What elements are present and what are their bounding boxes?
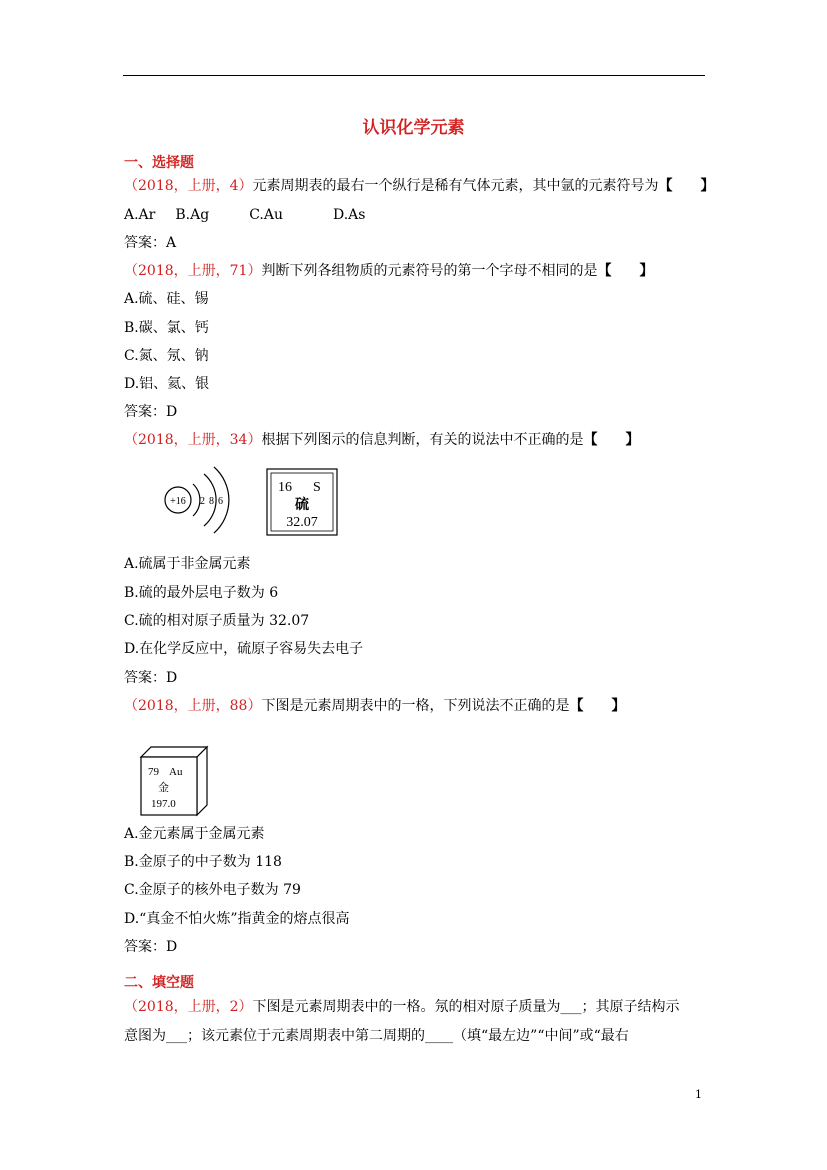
option-b: B.硫的最外层电子数为 6: [124, 585, 279, 601]
option-a: A.硫属于非金属元素: [124, 556, 251, 572]
answer-line: 答案：D: [124, 939, 178, 955]
element-symbol: S: [313, 480, 321, 495]
question-source: （2018，上册，4）: [124, 178, 253, 194]
question-source: （2018，上册，71）: [124, 263, 262, 279]
option-b: B.碳、氯、钙: [124, 320, 209, 336]
shell-electrons-2: 8: [209, 496, 214, 507]
page-title: 认识化学元素: [362, 118, 465, 138]
question-text: 判断下列各组物质的元素符号的第一个字母不相同的是: [261, 263, 598, 279]
element-name: 金: [158, 781, 169, 794]
question-text: 元素周期表的最右一个纵行是稀有气体元素，其中氩的元素符号为: [252, 178, 659, 194]
nucleus-charge: +16: [170, 496, 186, 507]
sulfur-periodic-cell: [266, 468, 338, 536]
shell-electrons-3: 6: [218, 496, 223, 507]
option-c: C.硫的相对原子质量为 32.07: [124, 613, 310, 629]
option-d: D.“真金不怕火炼”指黄金的熔点很高: [124, 911, 350, 927]
question-1-options: [124, 206, 365, 224]
question-source: （2018，上册，88）: [124, 698, 262, 714]
option-c: C.Au: [249, 207, 283, 223]
atomic-mass: 32.07: [286, 515, 318, 530]
answer-bracket: 【 】: [658, 178, 715, 194]
fill-question-line-2: 意图为___；该元素位于元素周期表中第二周期的____（填“最左边”“中间”或“最右: [124, 1028, 629, 1044]
question-3-stem: [124, 431, 639, 449]
gold-periodic-cell: [139, 745, 211, 817]
answer-line: 答案：D: [124, 670, 178, 686]
option-d: D.在化学反应中，硫原子容易失去电子: [124, 641, 364, 657]
fill-question-line-1: [124, 998, 680, 1016]
option-a: A.Ar: [124, 207, 156, 223]
option-c: C.金原子的核外电子数为 79: [124, 882, 301, 898]
question-1-stem: [124, 177, 715, 195]
sulfur-atom-structure-diagram: [160, 462, 235, 542]
option-c: C.氮、氖、钠: [124, 348, 209, 364]
question-source: （2018，上册，34）: [124, 432, 262, 448]
answer-bracket: 【 】: [583, 432, 640, 448]
element-symbol: Au: [169, 766, 183, 778]
section-heading-fill: 二、填空题: [124, 975, 194, 991]
option-d: D.铝、氦、银: [124, 376, 210, 392]
option-a: A.金元素属于金属元素: [124, 826, 265, 842]
answer-bracket: 【 】: [597, 263, 654, 279]
atomic-number: 79: [148, 766, 159, 778]
option-b: B.金原子的中子数为 118: [124, 854, 282, 870]
page-number: 1: [695, 1088, 702, 1101]
electron-shell-1: [193, 484, 200, 516]
option-d: D.As: [332, 207, 366, 223]
question-4-stem: [124, 697, 625, 715]
option-a: A.硫、硅、锡: [124, 291, 209, 307]
question-text: 下图是元素周期表中的一格，下列说法不正确的是: [261, 698, 570, 714]
atomic-number: 16: [278, 480, 292, 495]
answer-bracket: 【 】: [569, 698, 626, 714]
answer-line: 答案：A: [124, 235, 177, 251]
question-text: 下图是元素周期表中的一格。氖的相对原子质量为___；其原子结构示: [252, 999, 680, 1015]
answer-line: 答案：D: [124, 404, 178, 420]
element-name: 硫: [295, 497, 309, 513]
atomic-mass: 197.0: [151, 798, 176, 810]
header-rule: [123, 75, 705, 76]
option-b: B.Ag: [175, 207, 210, 223]
question-source: （2018，上册，2）: [124, 999, 253, 1015]
question-2-stem: [124, 262, 653, 280]
question-text: 根据下列图示的信息判断，有关的说法中不正确的是: [261, 432, 584, 448]
shell-electrons-1: 2: [200, 496, 205, 507]
section-heading-choice: 一、选择题: [124, 155, 194, 171]
